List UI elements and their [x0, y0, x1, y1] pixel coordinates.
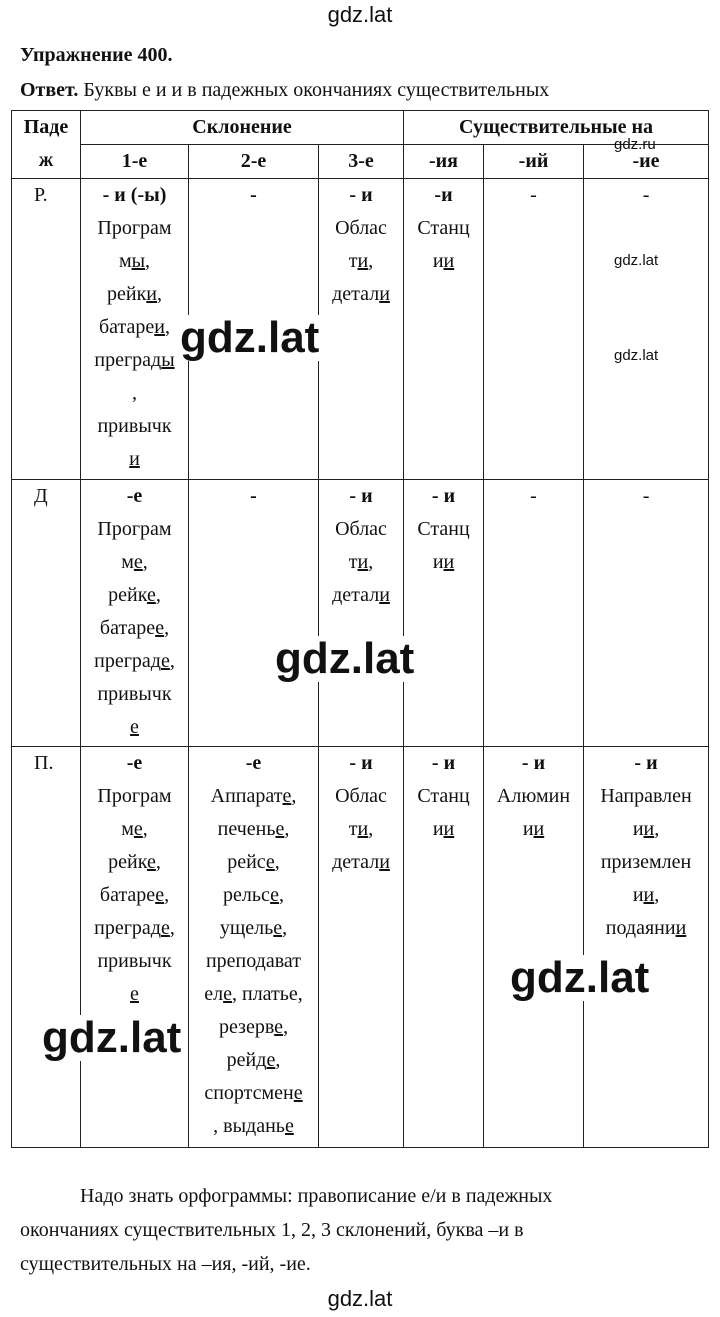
word-list [404, 212, 483, 278]
watermark-big-3: gdz.lat [510, 953, 650, 1002]
ending: - и [349, 184, 373, 206]
watermark-big-4: gdz.lat [42, 1013, 182, 1062]
cell-r-6 [584, 179, 709, 480]
word-line: ии, [632, 884, 660, 906]
underlined-ending: и [675, 917, 687, 939]
underlined-ending: е [130, 983, 139, 1005]
word-line: привычк [97, 683, 172, 705]
word-list [484, 780, 583, 846]
row-dative [12, 480, 709, 747]
ending: - [250, 485, 257, 507]
cell-r-4 [404, 179, 484, 480]
underlined-ending: е [282, 785, 292, 807]
answer-text: Буквы е и и в падежных окончаниях существительных [83, 79, 550, 101]
underlined-ending: е [146, 584, 156, 606]
case-label: Д [12, 480, 81, 747]
underlined-ending: е [265, 851, 275, 873]
word-line: ии [522, 818, 545, 840]
cell-p-5 [484, 747, 584, 1148]
underlined-ending: е [155, 884, 165, 906]
ending: - и [521, 752, 546, 774]
cell-p-4 [404, 747, 484, 1148]
ending: - [530, 485, 537, 507]
word-line: Програм [97, 217, 172, 239]
ending: - [250, 184, 257, 206]
word-line: , [132, 382, 137, 404]
cell-d-5 [484, 480, 584, 747]
underlined-ending: и [357, 250, 369, 272]
underlined-ending: е [130, 716, 139, 738]
word-line: печенье, [217, 818, 290, 840]
word-line: Облас [335, 518, 387, 540]
underlined-ending: и [129, 448, 140, 470]
word-line: ии [432, 551, 455, 573]
note-line-1: Надо знать орфограммы: правописание е/и в падежных [80, 1185, 553, 1207]
underlined-ending: е [155, 617, 165, 639]
word-line: привычк [97, 415, 172, 437]
word-line: преграде, [94, 650, 175, 672]
word-line: батарее, [99, 884, 170, 906]
word-list [81, 780, 188, 1011]
ending: -и [434, 184, 453, 206]
word-line: детали [332, 851, 390, 873]
watermark-big-2: gdz.lat [275, 634, 415, 683]
header-case-line1: Паде [23, 116, 69, 138]
word-line: Станц [417, 785, 470, 807]
word-line: детали [332, 283, 390, 305]
word-line [81, 711, 188, 744]
ending: - [642, 184, 650, 206]
word-list [189, 780, 318, 1143]
underlined-ending: е [160, 917, 170, 939]
underlined-ending: и [379, 584, 390, 606]
word-line: приземлен [600, 851, 692, 873]
word-line: рельсе, [223, 884, 284, 906]
underlined-ending: и [357, 818, 369, 840]
underlined-ending: и [443, 551, 455, 573]
cell-d-2 [189, 480, 319, 747]
header-nouns-on: Существительные на [404, 111, 709, 145]
ending: - и [349, 485, 373, 507]
header-case-line2: ж [38, 149, 54, 171]
ending: - и [431, 752, 456, 774]
word-line: ущелье, [219, 917, 288, 939]
note-line-2: окончаниях существительных 1, 2, 3 склонений, буква –и в [20, 1219, 524, 1241]
word-line: резерве, [218, 1016, 289, 1038]
word-list [81, 212, 188, 476]
header-iy: -ий [484, 145, 584, 179]
word-line: детали [332, 584, 390, 606]
underlined-ending: ы [131, 250, 146, 272]
watermark-small-1: gdz.lat [614, 252, 659, 269]
case-label: П. [12, 747, 81, 1148]
ending: -е [126, 752, 143, 774]
word-line: преграды [94, 349, 175, 371]
header-declension: Склонение [81, 111, 404, 145]
underlined-ending: и [357, 551, 369, 573]
underlined-ending: е [273, 917, 283, 939]
underlined-ending: и [379, 283, 390, 305]
cell-r-5 [484, 179, 584, 480]
word-line: рейки, [107, 283, 162, 305]
cell-d-1 [81, 480, 189, 747]
word-line: ти, [348, 551, 374, 573]
word-line: батарее, [99, 617, 170, 639]
underlined-ending: и [154, 316, 165, 338]
cell-p-1 [81, 747, 189, 1148]
cell-p-6 [584, 747, 709, 1148]
word-line [81, 978, 188, 1011]
underlined-ending: е [284, 1115, 294, 1137]
word-line: привычк [97, 950, 172, 972]
word-line: Програм [97, 518, 172, 540]
word-line: Програм [97, 785, 172, 807]
underlined-ending: и [533, 818, 545, 840]
word-list [404, 513, 483, 579]
word-line [81, 443, 188, 476]
word-line: преподават [205, 950, 302, 972]
underlined-ending: е [274, 1016, 284, 1038]
ending: - [530, 184, 537, 206]
underlined-ending: е [270, 884, 279, 906]
word-line: рейсе, [227, 851, 280, 873]
header-iya: -ия [404, 145, 484, 179]
ending: - и (-ы) [102, 184, 167, 206]
ending: - и [634, 752, 658, 774]
underlined-ending: и [643, 818, 655, 840]
case-label: Р. [12, 179, 81, 480]
cell-r-1 [81, 179, 189, 480]
word-line: Станц [417, 518, 470, 540]
underlined-ending: е [223, 983, 232, 1005]
word-line: преграде, [94, 917, 175, 939]
word-list [81, 513, 188, 744]
word-list [319, 780, 403, 879]
answer-label: Ответ. [20, 79, 79, 101]
underlined-ending: е [146, 851, 156, 873]
word-line: Облас [335, 785, 387, 807]
ending: - и [431, 485, 456, 507]
word-line: мы, [118, 250, 151, 272]
underlined-ending: и [443, 250, 455, 272]
word-line: еле, платье, [204, 983, 303, 1005]
word-list [319, 513, 403, 612]
word-list [584, 780, 708, 945]
ending: -е [126, 485, 143, 507]
cell-d-6 [584, 480, 709, 747]
word-line: батареи, [99, 316, 170, 338]
word-line: ти, [348, 818, 374, 840]
word-line: ти, [348, 250, 374, 272]
word-line: рейке, [108, 584, 161, 606]
watermark-ru: gdz.ru [614, 136, 656, 153]
underlined-ending: е [293, 1082, 303, 1104]
watermark-top: gdz.lat [327, 2, 393, 27]
word-line: Аппарате, [210, 785, 297, 807]
answer-line [20, 79, 549, 102]
word-line: подаянии [605, 917, 687, 939]
word-line: ии [432, 818, 455, 840]
watermark-small-2: gdz.lat [614, 347, 659, 364]
underlined-ending: и [643, 884, 655, 906]
underlined-ending: е [133, 818, 143, 840]
header-ie: -ие [584, 145, 709, 179]
cell-d-4 [404, 480, 484, 747]
exercise-title: Упражнение 400. [20, 44, 173, 66]
cell-p-3 [319, 747, 404, 1148]
word-line: ии, [632, 818, 660, 840]
cell-d-3 [319, 480, 404, 747]
ending: - и [349, 752, 373, 774]
word-line: ии [432, 250, 455, 272]
footer-note [20, 1179, 700, 1281]
underlined-ending: и [443, 818, 455, 840]
header-decl-2: 2-е [189, 145, 319, 179]
cell-p-2 [189, 747, 319, 1148]
underlined-ending: и [379, 851, 390, 873]
word-line: Направлен [600, 785, 692, 807]
header-case [12, 111, 81, 179]
ending: - [642, 485, 650, 507]
underlined-ending: и [146, 283, 157, 305]
underlined-ending: е [133, 551, 143, 573]
word-line: , выданье [213, 1115, 294, 1137]
ending: -е [245, 752, 262, 774]
word-line: рейке, [108, 851, 161, 873]
word-list [404, 780, 483, 846]
header-decl-1: 1-е [81, 145, 189, 179]
word-line: спортсмене [204, 1082, 303, 1104]
word-line: Алюмин [496, 785, 571, 807]
word-line: ме, [121, 818, 148, 840]
cell-r-3 [319, 179, 404, 480]
row-genitive [12, 179, 709, 480]
underlined-ending: ы [161, 349, 175, 371]
row-prepositional [12, 747, 709, 1148]
word-line: Станц [417, 217, 470, 239]
word-list [319, 212, 403, 311]
underlined-ending: е [275, 818, 285, 840]
word-line: рейде, [226, 1049, 281, 1071]
header-decl-3: 3-е [319, 145, 404, 179]
watermark-big-1: gdz.lat [180, 313, 320, 362]
word-line: ме, [121, 551, 148, 573]
note-line-3: существительных на –ия, -ий, -ие. [20, 1253, 311, 1275]
underlined-ending: е [266, 1049, 276, 1071]
underlined-ending: е [160, 650, 170, 672]
word-line: Облас [335, 217, 387, 239]
watermark-bottom: gdz.lat [327, 1286, 393, 1311]
